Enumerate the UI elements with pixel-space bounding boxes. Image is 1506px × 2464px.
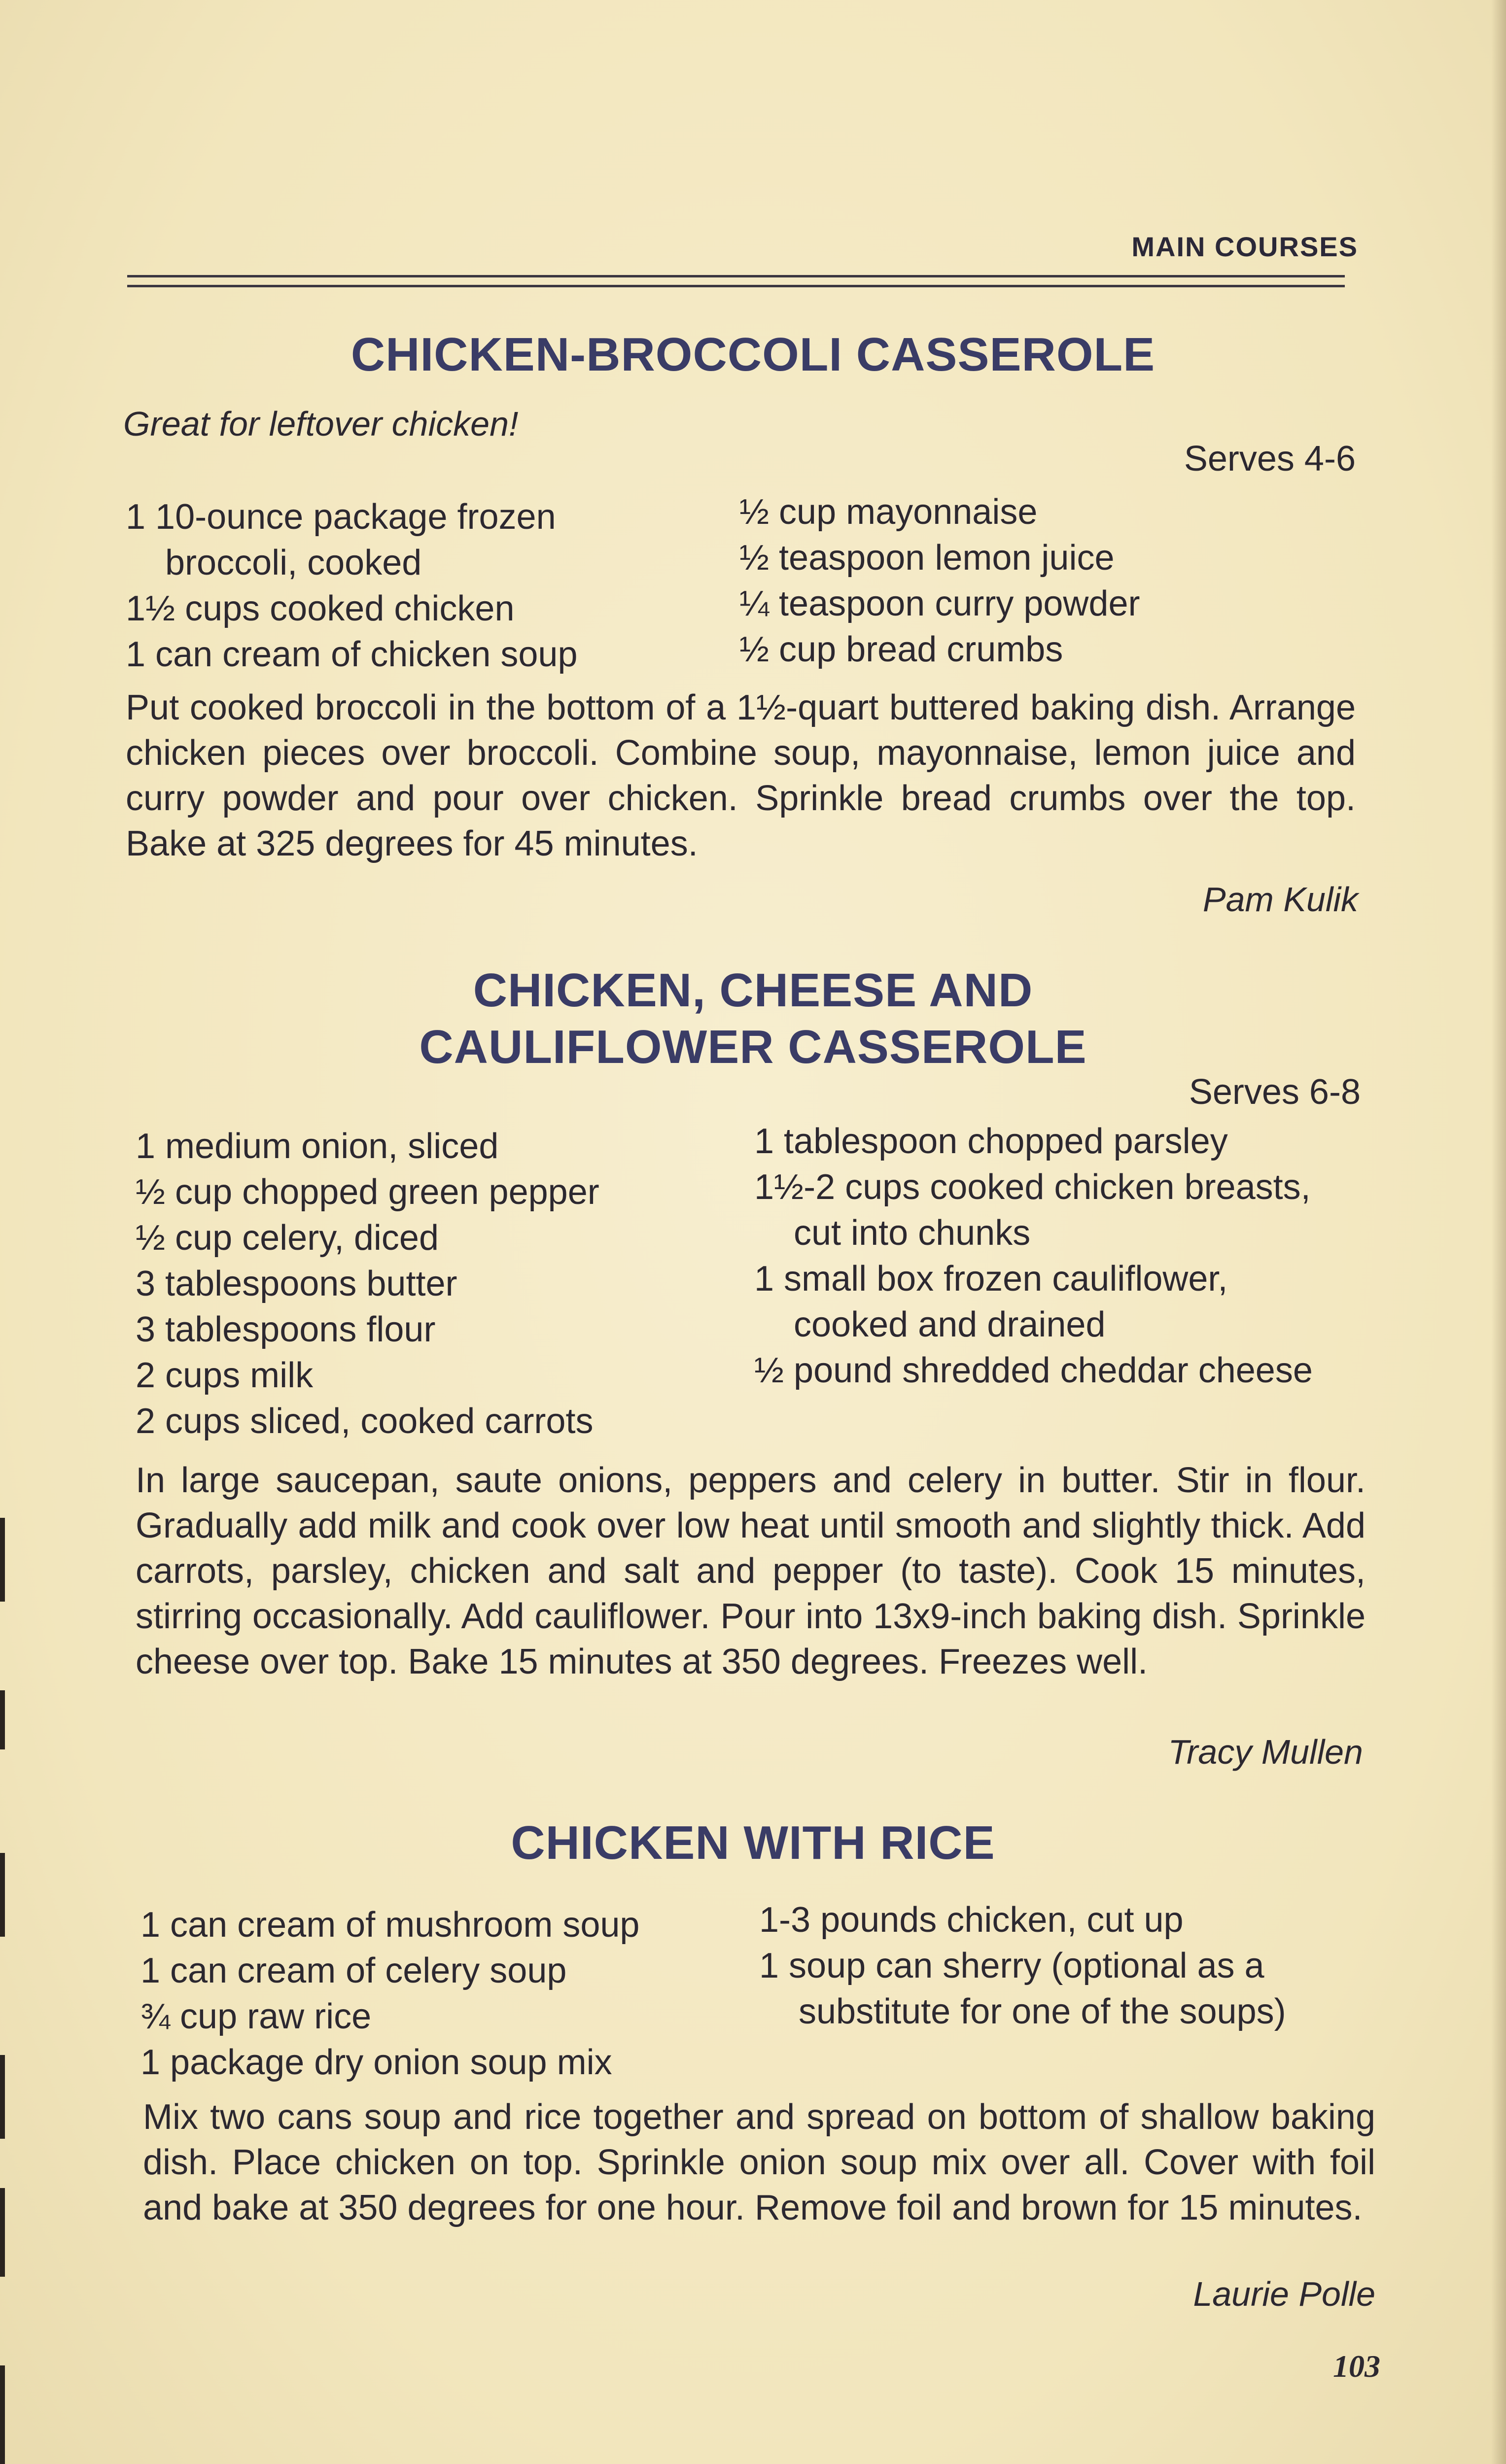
recipe-author: Tracy Mullen: [1168, 1733, 1363, 1771]
ingredient: cut into chunks: [794, 1213, 1031, 1253]
ingredient: cooked and drained: [794, 1305, 1106, 1344]
ingredients-left: [140, 1902, 639, 2086]
ingredient: ½ pound shredded cheddar cheese: [754, 1351, 1313, 1390]
serves-label: Serves 6-8: [1189, 1072, 1361, 1112]
recipe-author: Pam Kulik: [1202, 880, 1358, 919]
page-number: 103: [1333, 2349, 1380, 2384]
directions: Mix two cans soup and rice together and spread on bottom of shallow baking dish. Place chicken on top. Sprinkle onion soup mix over all. Cover with foil and bake at 350 degrees for one hour. Remove foil and brown for 15 minutes.: [143, 2097, 1375, 2227]
ingredient: 2 cups milk: [136, 1356, 314, 1395]
ingredient: ½ teaspoon lemon juice: [739, 538, 1115, 578]
ingredient: ½ cup celery, diced: [136, 1218, 439, 1258]
ingredient: 1 can cream of celery soup: [140, 1951, 567, 1990]
ingredient: 1 tablespoon chopped parsley: [754, 1122, 1228, 1161]
ingredient: 1 can cream of mushroom soup: [140, 1905, 640, 1945]
ingredient: ½ cup mayonnaise: [739, 492, 1038, 532]
ingredient: 3 tablespoons flour: [136, 1310, 436, 1349]
recipe-title: CHICKEN WITH RICE: [511, 1816, 995, 1869]
directions: In large saucepan, saute onions, peppers and celery in butter. Stir in flour. Gradually add milk and cook over low heat until smooth and slightly thick. Add carrots, parsley, chicken and salt and pepper (to taste). Cook 15 minutes, stirring occasionally. Add cauliflower. Pour into 13x9-inch baking dish. Sprinkle cheese over top. Bake 15 minutes at 350 degrees. Freezes well.: [136, 1461, 1366, 1681]
ingredients-right: [754, 1119, 1313, 1394]
ingredient: 1 10-ounce package frozen: [126, 497, 556, 537]
ingredient: substitute for one of the soups): [799, 1992, 1286, 2031]
ingredient: 1 small box frozen cauliflower,: [754, 1259, 1228, 1299]
ingredient: 1 medium onion, sliced: [136, 1127, 499, 1166]
recipe-title: CAULIFLOWER CASSEROLE: [419, 1021, 1087, 1073]
recipe-author: Laurie Polle: [1193, 2275, 1375, 2313]
serves-label: Serves 4-6: [1184, 439, 1356, 479]
ingredient: ¼ teaspoon curry powder: [739, 584, 1140, 623]
ingredient: 1 can cream of chicken soup: [126, 635, 578, 674]
ingredient: ½ cup chopped green pepper: [136, 1172, 599, 1212]
recipe-tagline: Great for leftover chicken!: [123, 405, 519, 443]
ingredient: broccoli, cooked: [165, 543, 422, 582]
ingredient: 1½ cups cooked chicken: [126, 589, 515, 628]
ingredients-left: [136, 1124, 599, 1444]
ingredient: ½ cup bread crumbs: [739, 630, 1063, 669]
directions: Put cooked broccoli in the bottom of a 1½-quart buttered baking dish. Arrange chicken pieces over broccoli. Combine soup, mayonnaise, lemon juice and curry powder and pour over chicken. Sprinkle bread crumbs over the top. Bake at 325 degrees for 45 minutes.: [126, 688, 1356, 863]
binding-mark: [0, 1518, 5, 1602]
recipe-title: CHICKEN, CHEESE AND: [473, 964, 1033, 1017]
section-header: MAIN COURSES: [1131, 231, 1358, 262]
ingredient: 1-3 pounds chicken, cut up: [759, 1900, 1184, 1940]
binding-mark: [0, 2365, 5, 2464]
ingredient: 1 soup can sherry (optional as a: [759, 1946, 1264, 1985]
binding-mark: [0, 2188, 5, 2277]
binding-mark: [0, 1690, 5, 1749]
ingredients-right: [759, 1897, 1286, 2035]
ingredient: 1 package dry onion soup mix: [140, 2043, 612, 2082]
ingredient: 3 tablespoons butter: [136, 1264, 457, 1303]
recipe-title: CHICKEN-BROCCOLI CASSEROLE: [350, 328, 1156, 381]
ingredient: ¾ cup raw rice: [140, 1997, 372, 2036]
binding-mark: [0, 2055, 5, 2139]
ingredients-right: [739, 489, 1140, 673]
ingredient: 1½-2 cups cooked chicken breasts,: [754, 1167, 1311, 1207]
header-rule: [127, 275, 1345, 277]
header-rule: [127, 285, 1345, 287]
ingredient: 2 cups sliced, cooked carrots: [136, 1402, 594, 1441]
ingredients-left: [126, 494, 578, 678]
